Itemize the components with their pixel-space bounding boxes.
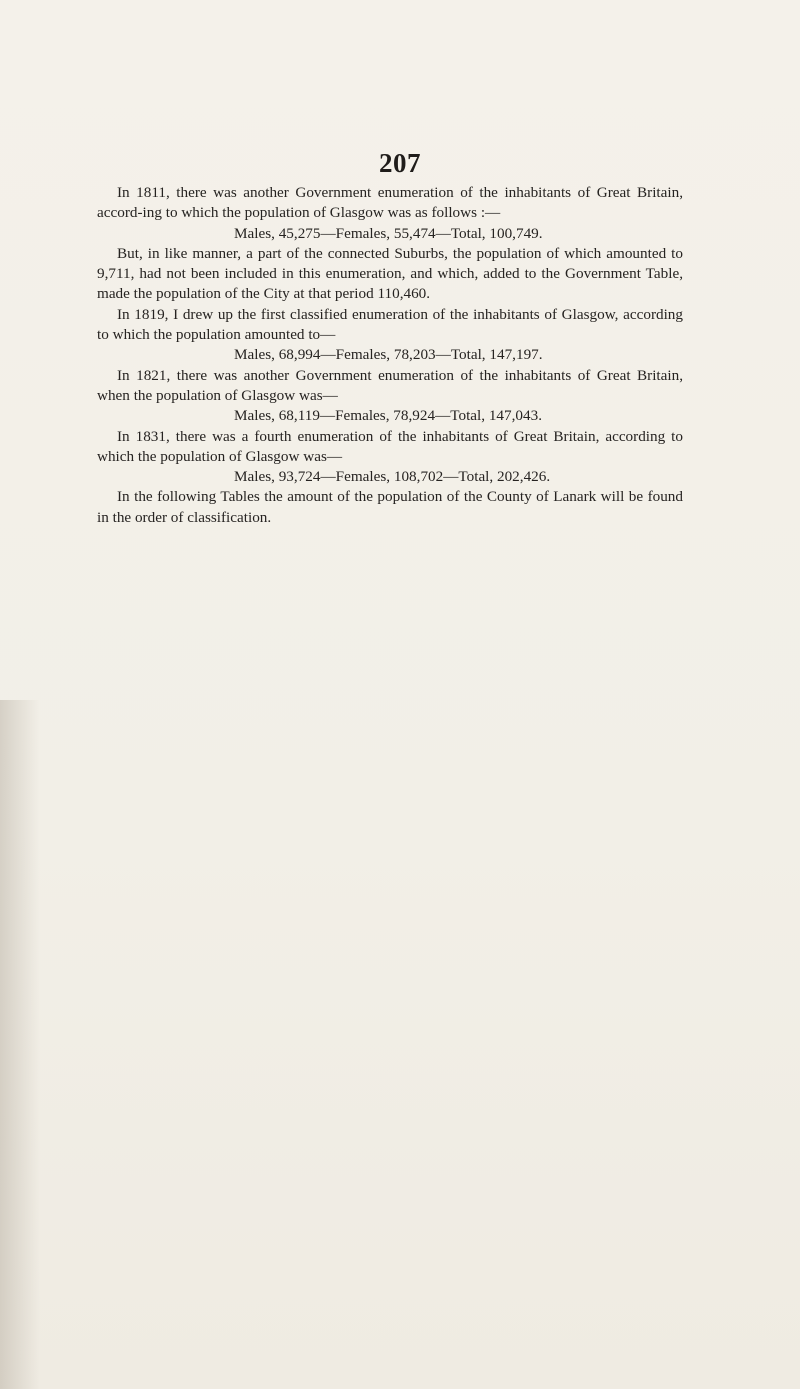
page-shadow [0,700,40,1389]
paragraph-tables: In the following Tables the amount of the population of the County of Lanark will be found in the order of classification. [97,488,683,526]
paragraph-1819: In 1819, I drew up the first classified enumeration of the inhabitants of Glasgow, according to which the population amounted to— [97,305,683,344]
population-figures-1821: Males, 68,119—Females, 78,924—Total, 147,043. [234,407,542,425]
paragraph-1831: In 1831, there was a fourth enumeration of the inhabitants of Great Britain, according to which the population of Glasgow was— [97,427,683,465]
population-figures-1831: Males, 93,724—Females, 108,702—Total, 202,426. [234,468,551,486]
paragraph-suburbs: But, in like manner, a part of the connected Suburbs, the population of which amounted to 9,711, had not been included in this enumeration, and which, added to the Government Table, made the population of the City at that period 110,460. [97,244,683,303]
population-figures-1819: Males, 68,994—Females, 78,203—Total, 147,197. [234,346,543,364]
paragraph-1811: In 1811, there was another Government enumeration of the inhabitants of Great Britain, accord-ing to which the population of Glasgow was as follows :— [97,184,683,222]
body-text [97,183,683,528]
paragraph-1821: In 1821, there was another Government enumeration of the inhabitants of Great Britain, when the population of Glasgow was— [97,366,683,404]
population-figures-1811: Males, 45,275—Females, 55,474—Total, 100,749. [234,224,543,242]
page-number: 207 [379,148,421,178]
